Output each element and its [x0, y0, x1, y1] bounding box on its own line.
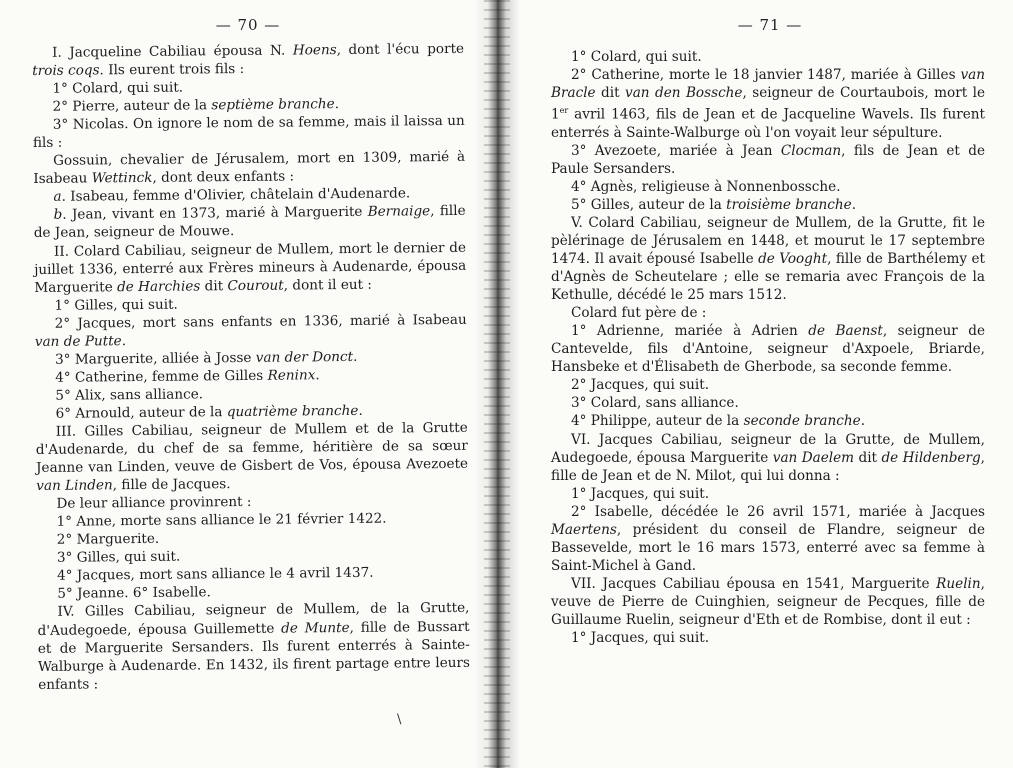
text-run: . Isabeau, femme d'Olivier, châtelain d'Audenarde.	[61, 185, 411, 206]
paragraph	[551, 503, 985, 575]
paragraph	[551, 412, 985, 430]
text-run: 2° Jacques, qui suit.	[571, 377, 710, 394]
text-run: 1° Colard, qui suit.	[52, 79, 184, 97]
page-number-right: — 71 —	[737, 16, 803, 34]
paragraph	[551, 575, 985, 629]
paragraph	[34, 202, 466, 242]
gutter-shadow	[484, 0, 510, 768]
text-run: 3° Gilles, qui suit.	[56, 548, 181, 567]
text-run: , fille de Jacques.	[112, 476, 231, 494]
text-run: dit	[200, 277, 228, 295]
paragraph	[551, 394, 985, 412]
italic-run: van Bracle	[551, 67, 985, 102]
text-run: II. Colard Cabiliau, seigneur de Mullem, mort le dernier de juillet 1336, enterré aux Frères mineurs à Audenarde, épousa Marguerite	[34, 239, 467, 296]
text-run: , seigneur de Courtaubois, mort le 1	[551, 85, 985, 123]
text-run: 2° Isabelle, décédée le 26 avril 1571, mariée à Jacques	[571, 503, 985, 520]
text-run: .	[315, 367, 320, 384]
text-run: , fille de Bussart et de Marguerite Sersanders. Ils furent enterrés à Sainte-Walburge à Audenarde. En 1432, ils firent partage entre leurs enfants :	[37, 618, 471, 693]
paragraph	[551, 431, 985, 485]
italic-run: trois coqs	[32, 62, 100, 80]
text-run: .	[358, 402, 363, 419]
superscript-run: er	[559, 106, 569, 116]
text-run: 1° Colard, qui suit.	[571, 49, 702, 65]
text-run: , dont il eut :	[283, 276, 373, 294]
text-run: 3° Marguerite, alliée à Josse	[54, 349, 256, 368]
text-run: 1° Gilles, qui suit.	[54, 296, 178, 314]
paragraph	[551, 214, 985, 304]
text-run: .	[860, 413, 866, 430]
text-run: .	[334, 96, 340, 113]
text-run: 4° Catherine, femme de Gilles	[55, 367, 268, 386]
stray-mark: \	[397, 712, 402, 727]
paragraph	[551, 485, 985, 503]
italic-run: van der Donct	[255, 348, 354, 366]
italic-run: Hoens	[292, 42, 337, 59]
right-page-text	[551, 48, 985, 647]
text-run: , dont l'écu porte	[336, 40, 465, 59]
italic-run: de Harchies	[116, 278, 201, 295]
text-run: IV. Gilles Cabiliau, seigneur de Mullem, de la Grutte, d'Audegoede, épousa Guillemette	[37, 600, 470, 639]
text-run: , président du conseil de Flandre, seigneur de Bassevelde, mort le 16 mars 1573, enterré avec sa femme à Saint-Michel à Gand.	[551, 521, 985, 574]
text-run: III. Gilles Cabiliau, seigneur de Mullem et de la Grutte d'Audenarde, du chef de sa femme, héritière de sa sœur Jeanne van Linden, veuve de Gisbert de Vos, épousa Avezoete	[35, 419, 469, 477]
text-run: VI. Jacques Cabiliau, seigneur de la Grutte, de Mullem, Audegoede, épousa Marguerite	[551, 431, 985, 466]
text-run: 4° Philippe, auteur de la	[571, 413, 744, 430]
italic-run: de Hildenberg	[881, 449, 981, 466]
right-page	[545, 0, 995, 768]
italic-run: de Munte	[281, 619, 350, 637]
text-run: , seigneur de Cantevelde, fils d'Antoine, seigneur d'Axpoele, Briarde, Hansbeke et d'Élisabeth de Gherbode, sa seconde femme.	[551, 323, 985, 376]
text-run: VII. Jacques Cabiliau épousa en 1541, Marguerite	[571, 575, 937, 592]
text-run: dit	[854, 449, 882, 466]
paragraph	[34, 238, 466, 296]
italic-run: a	[53, 189, 62, 206]
italic-run: Maertens	[551, 521, 617, 538]
text-run: V. Colard Cabiliau, seigneur de Mullem, de la Grutte, fit le pèlérinage de Jérusalem en 1448, et mourut le 17 septembre 1474. Il avait épousé Isabelle	[551, 214, 985, 268]
text-run: , fille de Jean et de N. Milot, qui lui donna :	[551, 449, 985, 484]
text-run: 2° Marguerite.	[56, 531, 160, 549]
paragraph	[37, 599, 470, 693]
text-run: 3° Colard, sans alliance.	[571, 395, 739, 412]
paragraph	[35, 311, 467, 351]
italic-run: seconde branche	[743, 413, 861, 430]
italic-run: Clocman	[780, 142, 842, 159]
left-page-text	[32, 40, 470, 694]
italic-run: Ruelin	[936, 575, 981, 592]
text-run: .	[851, 196, 857, 213]
paragraph	[551, 178, 985, 196]
paragraph	[551, 322, 985, 376]
text-run: 5° Gilles, auteur de la	[571, 196, 727, 213]
paragraph	[551, 48, 985, 66]
text-run: 2° Jacques, mort sans enfants en 1336, marié à Isabeau	[54, 311, 467, 332]
italic-run: b	[53, 207, 63, 224]
italic-run: quatrième branche	[226, 402, 359, 421]
text-run: 4° Jacques, mort sans alliance le 4 avril 1437.	[57, 565, 374, 585]
paragraph	[551, 629, 985, 647]
italic-run: Reninx	[267, 367, 316, 384]
paragraph	[551, 142, 985, 178]
italic-run: van Daelem	[772, 449, 855, 466]
paragraph	[551, 304, 985, 322]
paragraph	[551, 196, 985, 214]
text-run: 5° Alix, sans alliance.	[55, 386, 204, 404]
text-run: 1° Jacques, qui suit.	[571, 630, 710, 647]
text-run: , fille de Jean, seigneur de Mouwe.	[33, 203, 466, 242]
paragraph	[32, 40, 464, 80]
text-run: 3° Avezoete, mariée à Jean	[571, 142, 781, 159]
italic-run: de Vooght	[758, 251, 828, 268]
text-run: 4° Agnès, religieuse à Nonnenbossche.	[571, 178, 841, 195]
italic-run: van de Putte	[34, 332, 122, 350]
italic-run: van den Bossche	[625, 85, 743, 102]
text-run: De leur alliance provinrent :	[56, 494, 252, 512]
text-run: 5° Jeanne. 6° Isabelle.	[57, 584, 211, 603]
text-run: .	[353, 348, 358, 365]
text-run: .	[121, 332, 127, 349]
left-page	[22, 0, 474, 768]
text-run: . Jean, vivant en 1373, marié à Marguerite	[62, 204, 368, 224]
paragraph	[551, 66, 985, 142]
italic-run: Bernaige	[367, 203, 431, 221]
page-number-left: — 70 —	[215, 16, 281, 34]
italic-run: van Linden	[36, 477, 113, 495]
paragraph	[33, 112, 465, 152]
text-run: 1° Jacques, qui suit.	[571, 485, 710, 502]
text-run: Gossuin, chevalier de Jérusalem, mort en 1309, marié à Isabeau	[33, 149, 466, 188]
paragraph	[551, 376, 985, 394]
text-run: , veuve de Pierre de Cuinghien, seigneur de Pecques, fille de Guillaume Ruelin, seigneur d'Eth et de Rombise, dont il eut :	[551, 575, 985, 628]
italic-run: de Baenst	[808, 323, 883, 340]
text-run: dit	[595, 85, 626, 102]
text-run: , fille de Barthélemy et d'Agnès de Scheutelare ; elle se remaria avec François de la Kethulle, décédé le 25 mars 1512.	[551, 251, 985, 304]
text-run: 2° Catherine, morte le 18 janvier 1487, mariée à Gilles	[571, 67, 961, 84]
text-run: 1° Anne, morte sans alliance le 21 février 1422.	[56, 510, 387, 531]
italic-run: Courout	[227, 277, 284, 294]
text-run: , dont deux enfants :	[152, 168, 295, 187]
text-run: I. Jacqueline Cabiliau épousa N.	[52, 42, 293, 61]
italic-run: Wettinck	[91, 170, 153, 187]
text-run: 3° Nicolas. On ignore le nom de sa femme, mais il laissa un fils :	[32, 113, 465, 152]
italic-run: septième branche	[211, 96, 335, 114]
paragraph	[36, 419, 469, 495]
text-run: 2° Pierre, auteur de la	[52, 97, 212, 115]
text-run: 6° Arnould, auteur de la	[55, 404, 227, 422]
text-run: Colard fut père de :	[571, 305, 707, 322]
text-run: 1° Adrienne, mariée à Adrien	[571, 323, 809, 340]
text-run: , fils de Jean et de Paule Sersanders.	[551, 142, 985, 177]
italic-run: troisième branche	[726, 196, 852, 213]
text-run: . Ils eurent trois fils :	[99, 61, 245, 79]
paragraph	[33, 148, 465, 188]
text-run: avril 1463, fils de Jean et de Jacqueline Wavels. Ils furent enterrés à Sainte-Walburge où l'on voyait leur sépulture.	[551, 106, 985, 141]
